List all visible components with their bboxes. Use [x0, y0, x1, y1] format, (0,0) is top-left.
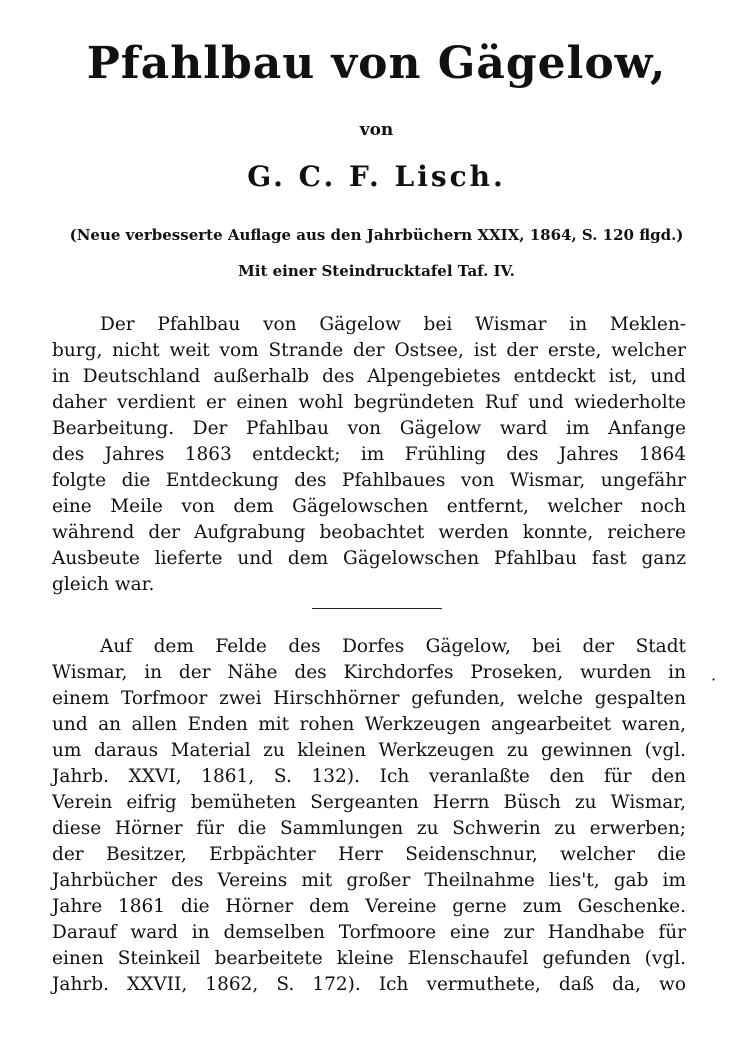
text-line: Verein eifrig bemüheten Sergeanten Herrn Büsch zu Wismar, — [52, 792, 686, 813]
text-line: einem Torfmoor zwei Hirschhörner gefunden, welche gespalten — [52, 688, 686, 709]
text-line: Der Pfahlbau von Gägelow bei Wismar in Meklen- — [100, 314, 686, 335]
text-line: Darauf ward in demselben Torfmoore eine zur Handhabe für — [52, 922, 686, 943]
text-line: folgte die Entdeckung des Pfahlbaues von Wismar, ungefähr — [52, 470, 686, 491]
text-line: burg, nicht weit vom Strande der Ostsee, ist der erste, welcher — [52, 340, 686, 361]
by-line: von — [359, 120, 394, 140]
text-line: Jahrbücher des Vereins mit großer Theilnahme lies't, gab im — [52, 870, 686, 891]
text-line: Bearbeitung. Der Pfahlbau von Gägelow ward im Anfange — [52, 418, 686, 439]
text-line: daher verdient er einen wohl begründeten Ruf und wiederholte — [52, 392, 686, 413]
plate-note: Mit einer Steindrucktafel Taf. IV. — [238, 262, 515, 280]
text-line: um daraus Material zu kleinen Werkzeugen zu gewinnen (vgl. — [52, 740, 686, 761]
section-divider — [312, 608, 442, 609]
text-line: während der Aufgrabung beobachtet werden konnte, reichere — [52, 522, 686, 543]
text-line: Auf dem Felde des Dorfes Gägelow, bei der Stadt — [100, 636, 686, 657]
text-line: Wismar, in der Nähe des Kirchdorfes Proseken, wurden in — [52, 662, 686, 683]
text-line: einen Steinkeil bearbeitete kleine Elenschaufel gefunden (vgl. — [52, 948, 686, 969]
edition-note: (Neue verbesserte Auflage aus den Jahrbüchern XXIX, 1864, S. 120 flgd.) — [69, 226, 684, 244]
text-line: Jahrb. XXVI, 1861, S. 132). Ich veranlaßte den für den — [52, 766, 686, 787]
margin-mark: · — [711, 670, 717, 689]
text-line: Ausbeute lieferte und dem Gägelowschen Pfahlbau fast ganz — [52, 548, 686, 569]
article-title: Pfahlbau von Gägelow, — [86, 38, 667, 89]
text-line: diese Hörner für die Sammlungen zu Schwerin zu erwerben; — [52, 818, 686, 839]
author-name: G. C. F. Lisch. — [247, 160, 506, 193]
text-line: und an allen Enden mit rohen Werkzeugen angearbeitet waren, — [52, 714, 686, 735]
text-line: Jahrb. XXVII, 1862, S. 172). Ich vermuthete, daß da, wo — [52, 974, 686, 995]
text-line: der Besitzer, Erbpächter Herr Seidenschnur, welcher die — [52, 844, 686, 865]
text-line: gleich war. — [52, 574, 155, 595]
text-line: in Deutschland außerhalb des Alpengebietes entdeckt ist, und — [52, 366, 686, 387]
text-line: des Jahres 1863 entdeckt; im Frühling des Jahres 1864 — [52, 444, 686, 465]
text-line: Jahre 1861 die Hörner dem Vereine gerne zum Geschenke. — [52, 896, 686, 917]
text-line: eine Meile von dem Gägelowschen entfernt, welcher noch — [52, 496, 686, 517]
